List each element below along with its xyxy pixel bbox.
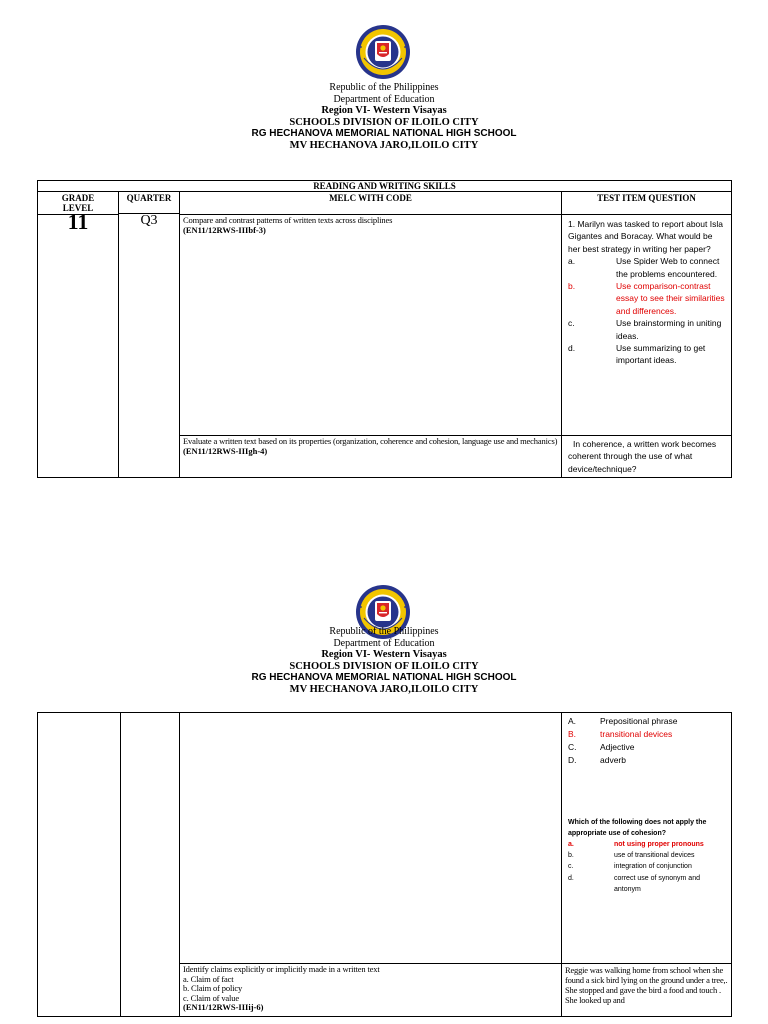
answer-choices xyxy=(568,715,727,767)
quarter-value: Q3 xyxy=(119,213,179,448)
melc-text: Compare and contrast patterns of written texts across disciplines xyxy=(183,215,393,225)
melc-table xyxy=(37,180,732,478)
choice-c: C. Adjective xyxy=(568,742,635,752)
table-header-row xyxy=(38,192,732,215)
header-test-item: TEST ITEM QUESTION xyxy=(562,192,732,215)
melc-code: (EN11/12RWS-IIIgh-4) xyxy=(183,445,268,456)
table-title: READING AND WRITING SKILLS xyxy=(38,181,732,192)
choice-b-correct: b. Use comparison-contrast essay to see their similarities and differences. xyxy=(568,281,725,316)
letterhead-division: SCHOOLS DIVISION OF ILOILO CITY xyxy=(289,660,479,672)
question-text: Which of the following does not apply the appropriate use of cohesion? xyxy=(568,819,707,837)
letterhead-address: MV HECHANOVA JARO,ILOILO CITY xyxy=(289,139,479,151)
choice-d: d. correct use of synonym and antonym xyxy=(568,874,700,893)
melc-code: (EN11/12RWS-IIIij-6) xyxy=(183,1002,264,1012)
letterhead-school: RG HECHANOVA MEMORIAL NATIONAL HIGH SCHOOL xyxy=(251,672,517,683)
claim-item: b. Claim of policy xyxy=(183,983,243,993)
header-quarter: QUARTER xyxy=(126,193,172,203)
claim-item: c. Claim of value xyxy=(183,992,239,1003)
table-title-row xyxy=(38,181,732,192)
letterhead-region: Region VI- Western Visayas xyxy=(321,649,447,660)
quarter-cell xyxy=(121,713,180,1017)
question-text: In coherence, a written work becomes coherent through the use of what device/technique? xyxy=(568,439,717,474)
grade-level-cell xyxy=(38,713,121,1017)
letterhead-department: Department of Education xyxy=(333,93,435,105)
choice-b-correct: B. transitional devices xyxy=(568,729,673,739)
choice-a: A. Prepositional phrase xyxy=(568,716,678,726)
choice-b: b. use of transitional devices xyxy=(568,852,695,860)
grade-level-cell xyxy=(38,192,119,478)
letterhead-republic: Republic of the Philippines xyxy=(329,82,439,93)
claim-item: a. Claim of fact xyxy=(183,973,234,984)
question-text: 1. Marilyn was tasked to report about Isla Gigantes and Boracay. What would be her best strategy in writing her paper? xyxy=(568,219,723,254)
document-page-2 xyxy=(0,560,768,1024)
letterhead-address: MV HECHANOVA JARO,ILOILO CITY xyxy=(289,683,479,695)
letterhead xyxy=(0,82,768,151)
question-text: Reggie was walking home from school when she found a sick bird lying on the ground under a tree,. She stopped and gave the bird a food and touch . She looked up and xyxy=(565,965,728,1005)
melc-cell xyxy=(180,713,562,964)
melc-cell xyxy=(180,964,562,1017)
choice-a-correct: a. not using proper pronouns xyxy=(568,841,704,848)
header-melc: MELC WITH CODE xyxy=(180,192,562,215)
choice-a: a. Use Spider Web to connect the problems encountered. xyxy=(568,256,720,279)
deped-seal-icon xyxy=(355,24,411,80)
quarter-cell xyxy=(119,192,180,478)
choice-d: D. adverb xyxy=(568,755,626,765)
melc-cell xyxy=(180,436,562,478)
choice-c: c. Use brainstorming in uniting ideas. xyxy=(568,318,722,341)
letterhead-department: Department of Education xyxy=(333,637,435,649)
letterhead xyxy=(0,626,768,695)
question-cell xyxy=(562,436,732,478)
choice-d: d. Use summarizing to get important ideas. xyxy=(568,343,706,366)
header-grade-level: GRADE LEVEL xyxy=(61,193,95,213)
letterhead-division: SCHOOLS DIVISION OF ILOILO CITY xyxy=(289,116,479,128)
letterhead-region: Region VI- Western Visayas xyxy=(321,105,447,116)
melc-code: (EN11/12RWS-IIIbf-3) xyxy=(183,224,266,235)
choice-c: c. integration of conjunction xyxy=(568,863,692,871)
answer-choices xyxy=(568,255,727,367)
grade-value: 11 xyxy=(38,214,118,449)
answer-choices xyxy=(568,839,727,895)
question-cell xyxy=(562,215,732,436)
melc-table-continued xyxy=(37,712,732,1017)
melc-text: Evaluate a written text based on its properties (organization, coherence and cohesion, language use and mechanics) xyxy=(183,436,558,446)
melc-text: Identify claims explicitly or implicitly made in a written text xyxy=(183,964,380,974)
question-cell xyxy=(562,713,732,964)
table-row xyxy=(38,713,732,964)
letterhead-republic: Republic of the Philippines xyxy=(329,626,439,637)
melc-cell xyxy=(180,215,562,436)
question-cell xyxy=(562,964,732,1017)
letterhead-school: RG HECHANOVA MEMORIAL NATIONAL HIGH SCHOOL xyxy=(251,128,517,139)
